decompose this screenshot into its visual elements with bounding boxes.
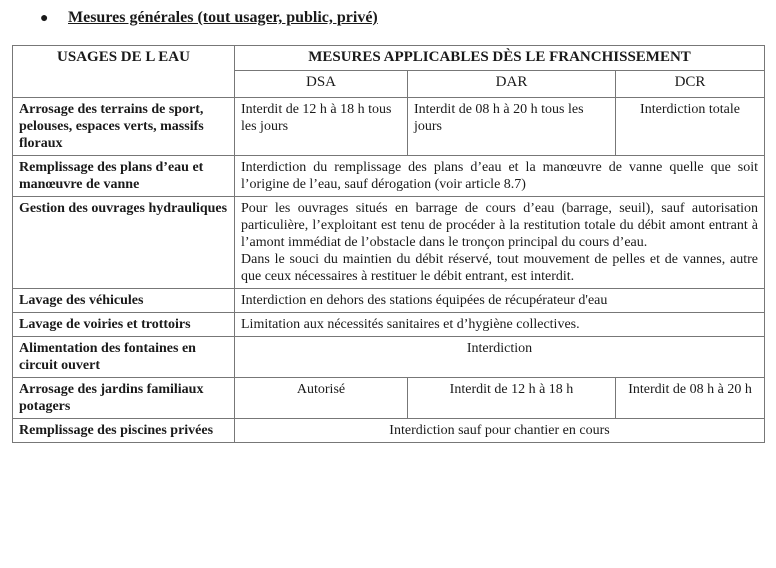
water-restrictions-table: [12, 45, 765, 443]
cell-measure: Interdiction du remplissage des plans d’eau et la manœuvre de vanne quelle que soit l’origine de l’eau, sauf dérogation (voir article 8.7): [235, 156, 765, 197]
cell-dar: Interdit de 08 h à 20 h tous les jours: [408, 98, 616, 156]
header-dar: DAR: [408, 71, 616, 98]
cell-measure: [235, 197, 765, 289]
usage-label: Arrosage des terrains de sport, pelouses, espaces verts, massifs floraux: [13, 98, 235, 156]
table-row: [13, 337, 765, 378]
usage-label: Remplissage des plans d’eau et manœuvre de vanne: [13, 156, 235, 197]
table-row: [13, 419, 765, 443]
usage-label: Lavage des véhicules: [13, 289, 235, 313]
cell-measure: Interdiction: [235, 337, 765, 378]
section-heading: [40, 9, 378, 27]
table-row: [13, 98, 765, 156]
measure-paragraph: Pour les ouvrages situés en barrage de cours d’eau (barrage, seuil), sauf autorisation particulière, l’exploitant est tenu de procéder à la restitution totale du débit amont entrant à l’amont immédiat de l’obstacle dans le tronçon principal du cours d’eau.: [241, 201, 759, 250]
table-row: [13, 156, 765, 197]
bullet-icon: ●: [40, 11, 49, 26]
usage-label: Lavage de voiries et trottoirs: [13, 313, 235, 337]
cell-dar: Interdit de 12 h à 18 h: [408, 378, 616, 419]
header-dcr: DCR: [616, 71, 765, 98]
table-row: [13, 197, 765, 289]
cell-dcr: Interdit de 08 h à 20 h: [616, 378, 765, 419]
cell-dsa: Autorisé: [235, 378, 408, 419]
table-row: [13, 289, 765, 313]
cell-measure: Limitation aux nécessités sanitaires et d’hygiène collectives.: [235, 313, 765, 337]
section-title: Mesures générales (tout usager, public, privé): [68, 9, 378, 26]
usage-label: Gestion des ouvrages hydrauliques: [13, 197, 235, 289]
usage-label: Alimentation des fontaines en circuit ouvert: [13, 337, 235, 378]
table-row: [13, 378, 765, 419]
cell-measure: Interdiction sauf pour chantier en cours: [235, 419, 765, 443]
header-row: [13, 46, 765, 71]
header-usages: USAGES DE L EAU: [13, 46, 235, 98]
usage-label: Remplissage des piscines privées: [13, 419, 235, 443]
header-measures: MESURES APPLICABLES DÈS LE FRANCHISSEMENT: [235, 46, 765, 71]
table-row: [13, 313, 765, 337]
usage-label: Arrosage des jardins familiaux potagers: [13, 378, 235, 419]
cell-measure: Interdiction en dehors des stations équipées de récupérateur d'eau: [235, 289, 765, 313]
cell-dsa: Interdit de 12 h à 18 h tous les jours: [235, 98, 408, 156]
header-dsa: DSA: [235, 71, 408, 98]
cell-dcr: Interdiction totale: [616, 98, 765, 156]
measure-paragraph: Dans le souci du maintien du débit réservé, tout mouvement de pelles et de vannes, autre que ceux nécessaires à restituer le débit entrant, est interdit.: [241, 252, 759, 284]
